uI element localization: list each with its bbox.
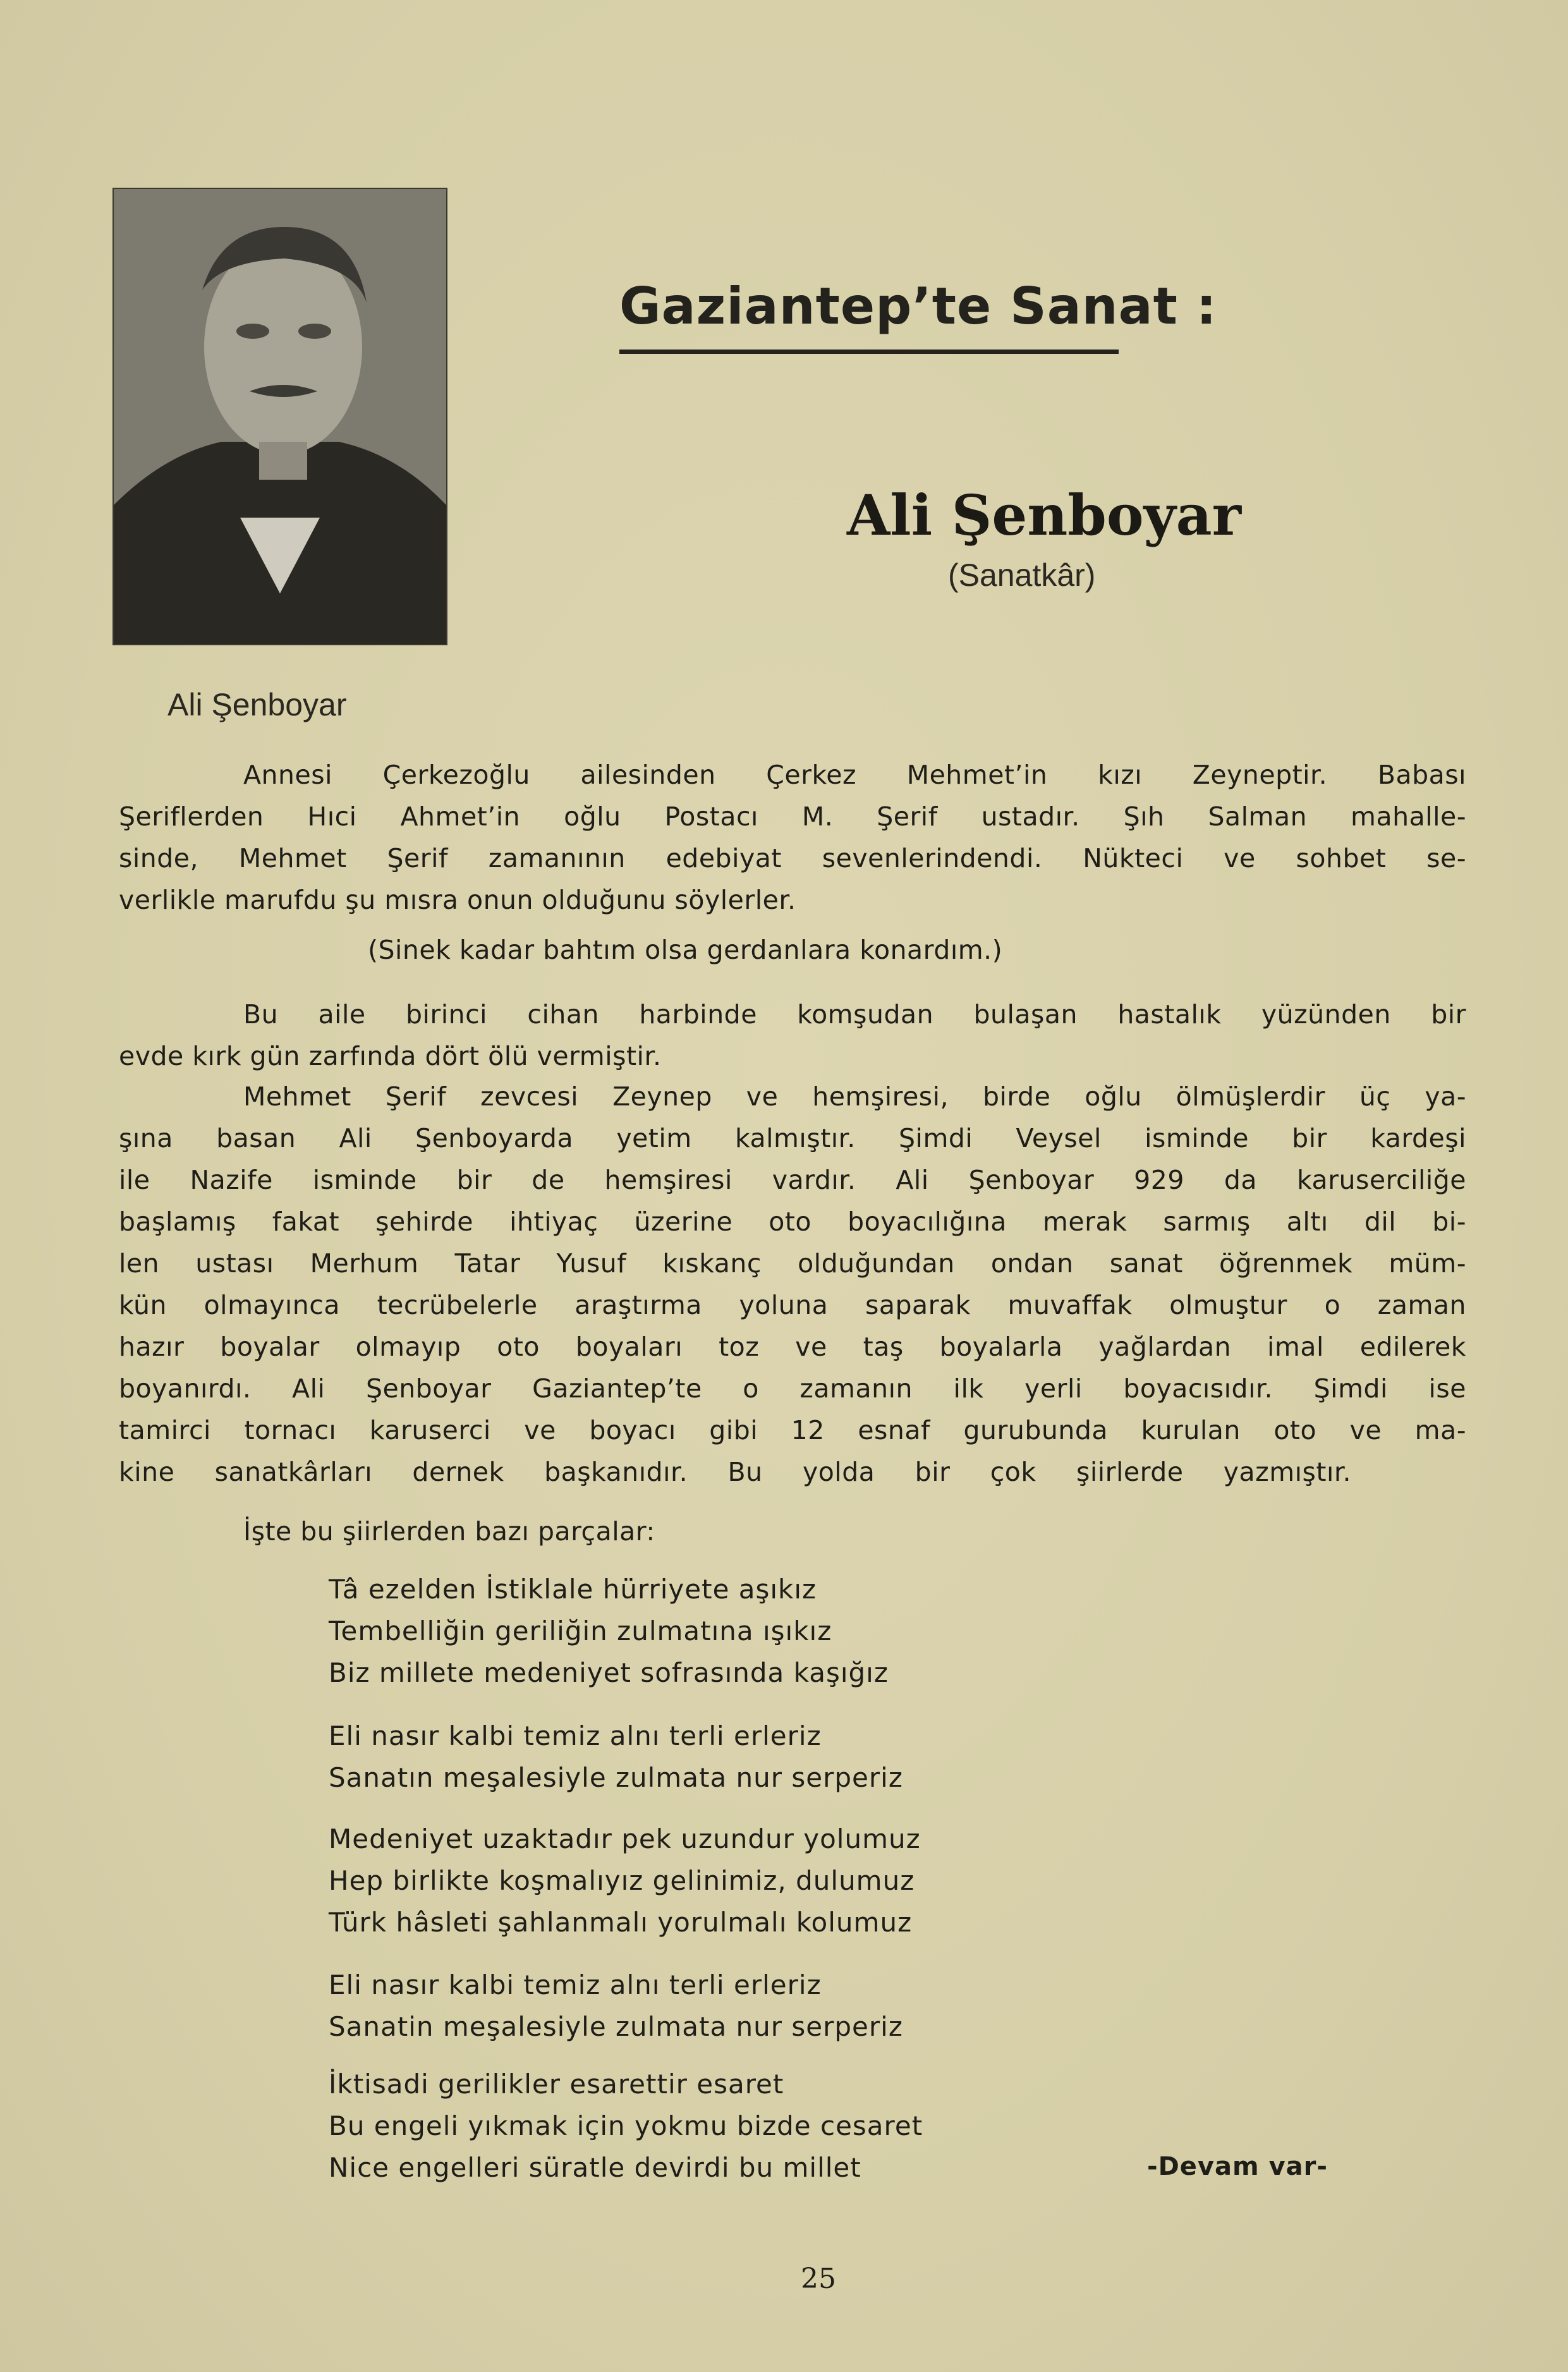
poem-line: Medeniyet uzaktadır pek uzundur yolumuz	[329, 1823, 921, 1854]
poem-line: Tembelliğin geriliğin zulmatına ışıkız	[329, 1615, 832, 1646]
body-line: kün olmayınca tecrübelerle araştırma yoluna saparak muvaffak olmuştur o zaman	[119, 1290, 1466, 1320]
poem-line: Hep birlikte koşmalıyız gelinimiz, dulumuz	[329, 1865, 915, 1896]
poem-line: Sanatın meşalesiyle zulmata nur serperiz	[329, 1762, 903, 1793]
photo-caption: Ali Şenboyar	[167, 687, 347, 722]
body-line: Mehmet Şerif zevcesi Zeynep ve hemşiresi, birde oğlu ölmüşlerdir üç ya-	[243, 1081, 1466, 1112]
body-line: tamirci tornacı karuserci ve boyacı gibi 12 esnaf gurubunda kurulan oto ve ma-	[119, 1415, 1466, 1445]
body-line: ile Nazife isminde bir de hemşiresi vardır. Ali Şenboyar 929 da karuserciliğe	[119, 1165, 1466, 1195]
poem-line: İktisadi gerilikler esarettir esaret	[329, 2069, 784, 2100]
body-line: len ustası Merhum Tatar Yusuf kıskanç olduğundan ondan sanat öğrenmek müm-	[119, 1248, 1466, 1279]
body-line: Bu aile birinci cihan harbinde komşudan bulaşan hastalık yüzünden bir	[243, 999, 1466, 1030]
portrait-photo	[112, 188, 447, 645]
quoted-verse: (Sinek kadar bahtım olsa gerdanlara konardım.)	[368, 935, 1003, 965]
poem-line: Nice engelleri süratle devirdi bu millet	[329, 2152, 861, 2183]
body-line: sinde, Mehmet Şerif zamanının edebiyat sevenlerindendi. Nükteci ve sohbet se-	[119, 843, 1466, 873]
poem-line: Tâ ezelden İstiklale hürriyete aşıkız	[329, 1574, 817, 1605]
artist-title: (Sanatkâr)	[948, 557, 1096, 593]
poem-intro: İşte bu şiirlerden bazı parçalar:	[243, 1516, 655, 1547]
article-heading: Gaziantep’te Sanat :	[619, 277, 1217, 336]
body-line: Annesi Çerkezoğlu ailesinden Çerkez Mehmet’in kızı Zeyneptir. Babası	[243, 760, 1466, 790]
portrait-photo-image	[114, 189, 446, 644]
poem-line: Türk hâsleti şahlanmalı yorulmalı kolumuz	[329, 1907, 913, 1938]
body-line: şına basan Ali Şenboyarda yetim kalmıştır. Şimdi Veysel isminde bir kardeşi	[119, 1123, 1466, 1153]
heading-underline	[619, 350, 1119, 354]
body-line: hazır boyalar olmayıp oto boyaları toz ve taş boyalarla yağlardan imal edilerek	[119, 1332, 1466, 1362]
continued-note: -Devam var-	[1147, 2152, 1328, 2181]
poem-line: Sanatin meşalesiyle zulmata nur serperiz	[329, 2011, 903, 2042]
poem-line: Bu engeli yıkmak için yokmu bizde cesaret	[329, 2110, 923, 2141]
body-line: verlikle marufdu şu mısra onun olduğunu söylerler.	[119, 885, 796, 915]
poem-line: Eli nasır kalbi temiz alnı terli erleriz	[329, 1969, 822, 2000]
body-line: başlamış fakat şehirde ihtiyaç üzerine oto boyacılığına merak sarmış altı dil bi-	[119, 1207, 1466, 1237]
body-line: boyanırdı. Ali Şenboyar Gaziantep’te o zamanın ilk yerli boyacısıdır. Şimdi ise	[119, 1373, 1466, 1404]
poem-line: Biz millete medeniyet sofrasında kaşığız	[329, 1657, 889, 1688]
body-line: Şeriflerden Hıci Ahmet’in oğlu Postacı M. Şerif ustadır. Şıh Salman mahalle-	[119, 801, 1466, 832]
body-line: kine sanatkârları dernek başkanıdır. Bu yolda bir çok şiirlerde yazmıştır.	[119, 1457, 1351, 1487]
body-line: evde kırk gün zarfında dört ölü vermiştir.	[119, 1041, 662, 1071]
page-number: 25	[801, 2263, 836, 2295]
poem-line: Eli nasır kalbi temiz alnı terli erleriz	[329, 1720, 822, 1751]
artist-name: Ali Şenboyar	[847, 482, 1242, 548]
